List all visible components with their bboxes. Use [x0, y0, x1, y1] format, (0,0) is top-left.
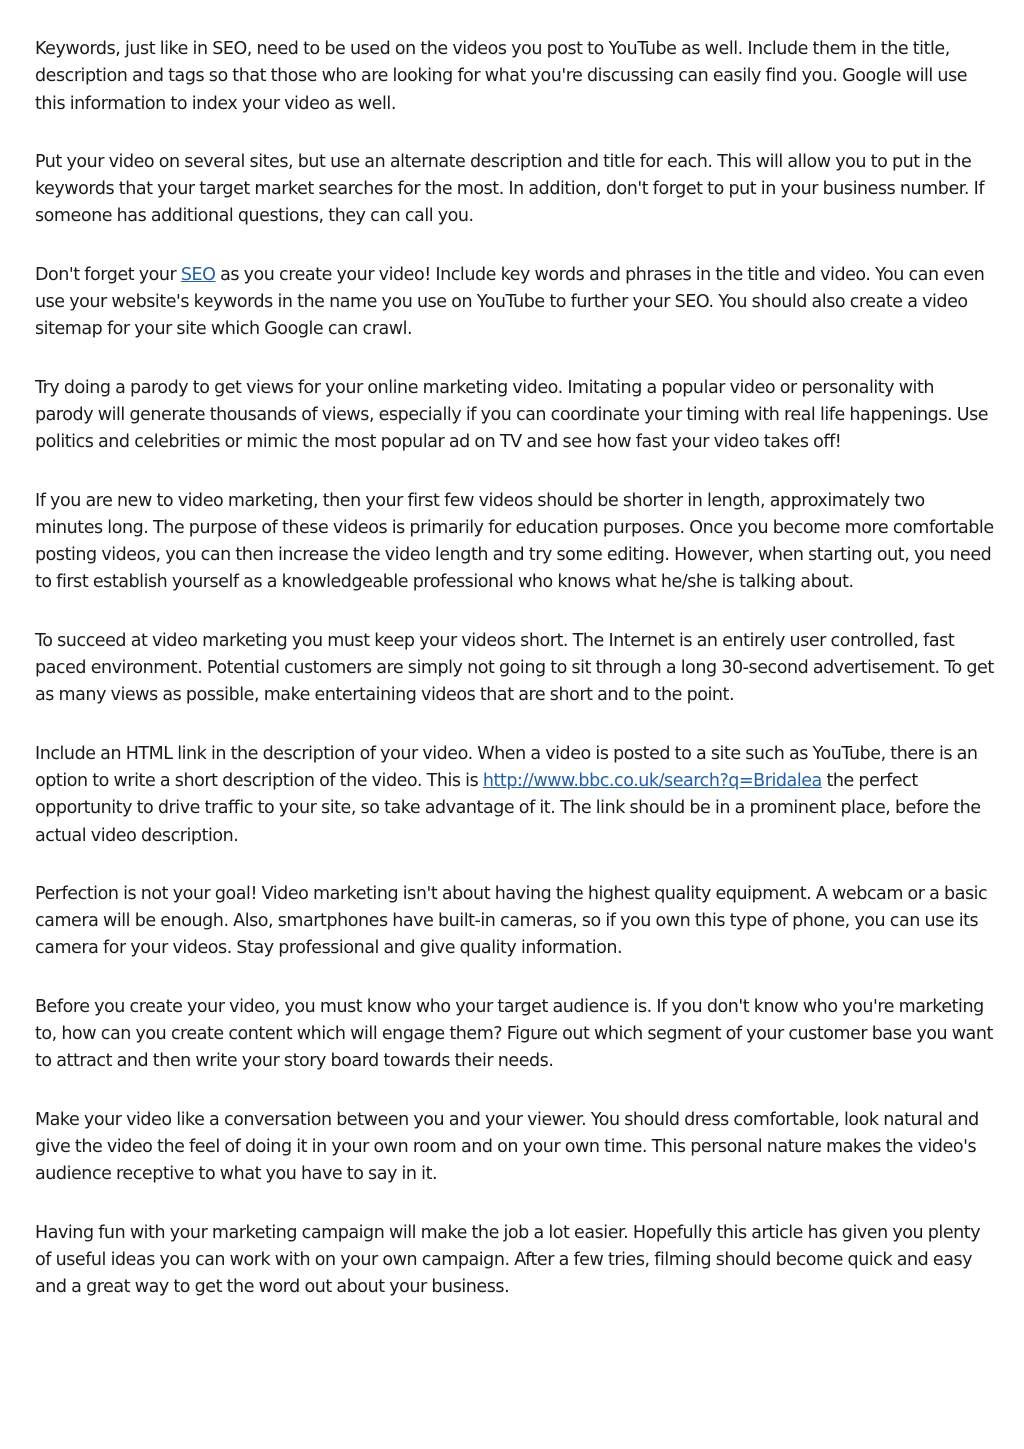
seo-link[interactable]: SEO — [180, 264, 216, 285]
paragraph-keywords: Keywords, just like in SEO, need to be used on the videos you post to YouTube as well. Include them in the title, description and tags so that those who are looking for what you're discussing can easily find you. Google will use this information to index your video as well. — [35, 39, 968, 114]
paragraph-seo — [35, 262, 995, 344]
paragraph-perfection: Perfection is not your goal! Video marketing isn't about having the highest quality equipment. A webcam or a basic camera will be enough. Also, smartphones have built-in cameras, so if you own this type of phone, you can use its camera for your videos. Stay professional and give quality information. — [35, 883, 988, 959]
paragraph-having-fun: Having fun with your marketing campaign will make the job a lot easier. Hopefully this article has given you plenty of useful ideas you can work with on your own campaign. After a few tries, filming should become quick and easy and a great way to get the word out about your business. — [35, 1222, 981, 1298]
paragraph-target-audience: Before you create your video, you must know who your target audience is. If you don't know who you're marketing to, how can you create content which will engage them? Figure out which segment of your customer base you want to attract and then write your story board towards their needs. — [35, 996, 993, 1072]
paragraph-keep-short: To succeed at video marketing you must keep your videos short. The Internet is an entirely user controlled, fast paced environment. Potential customers are simply not going to sit through a long 30-second advertisement. To get as many views as possible, make entertaining videos that are short and to the point. — [35, 630, 994, 706]
paragraph-several-sites: Put your video on several sites, but use an alternate description and title for each. This will allow you to put in the keywords that your target market searches for the most. In addition, don't forget to put in your business number. If someone has additional questions, they can call you. — [35, 151, 985, 227]
article-body — [35, 36, 995, 1332]
paragraph-html-link-text-before: Include an HTML link in the description of your video. When a video is posted to a site such as YouTube, there is an option to write a short description of the video. This is — [35, 743, 978, 791]
paragraph-html-link — [35, 741, 995, 850]
paragraph-new-to-video: If you are new to video marketing, then your first few videos should be shorter in length, approximately two minutes long. The purpose of these videos is primarily for education purposes. Once you become more comfortable posting videos, you can then increase the video length and try some editing. However, when starting out, you need to first establish yourself as a knowledgeable professional who knows what he/she is talking about. — [35, 490, 994, 593]
paragraph-seo-text-before: Don't forget your — [35, 264, 181, 285]
paragraph-parody: Try doing a parody to get views for your online marketing video. Imitating a popular video or personality with parody will generate thousands of views, especially if you can coordinate your timing with real life happenings. Use politics and celebrities or mimic the most popular ad on TV and see how fast your video takes off! — [35, 377, 989, 453]
bbc-search-link[interactable]: http://www.bbc.co.uk/search?q=Bridalea — [482, 770, 822, 791]
paragraph-html-link-text-after: the perfect opportunity to drive traffic to your site, so take advantage of it. The link should be in a prominent place, before the actual video description. — [35, 770, 981, 846]
paragraph-conversation: Make your video like a conversation between you and your viewer. You should dress comfortable, look natural and give the video the feel of doing it in your own room and on your own time. This personal nature makes the video's audience receptive to what you have to say in it. — [35, 1109, 979, 1185]
paragraph-seo-text-after: as you create your video! Include key words and phrases in the title and video. You can even use your website's keywords in the name you use on YouTube to further your SEO. You should also create a video sitemap for your site which Google can crawl. — [35, 264, 985, 340]
